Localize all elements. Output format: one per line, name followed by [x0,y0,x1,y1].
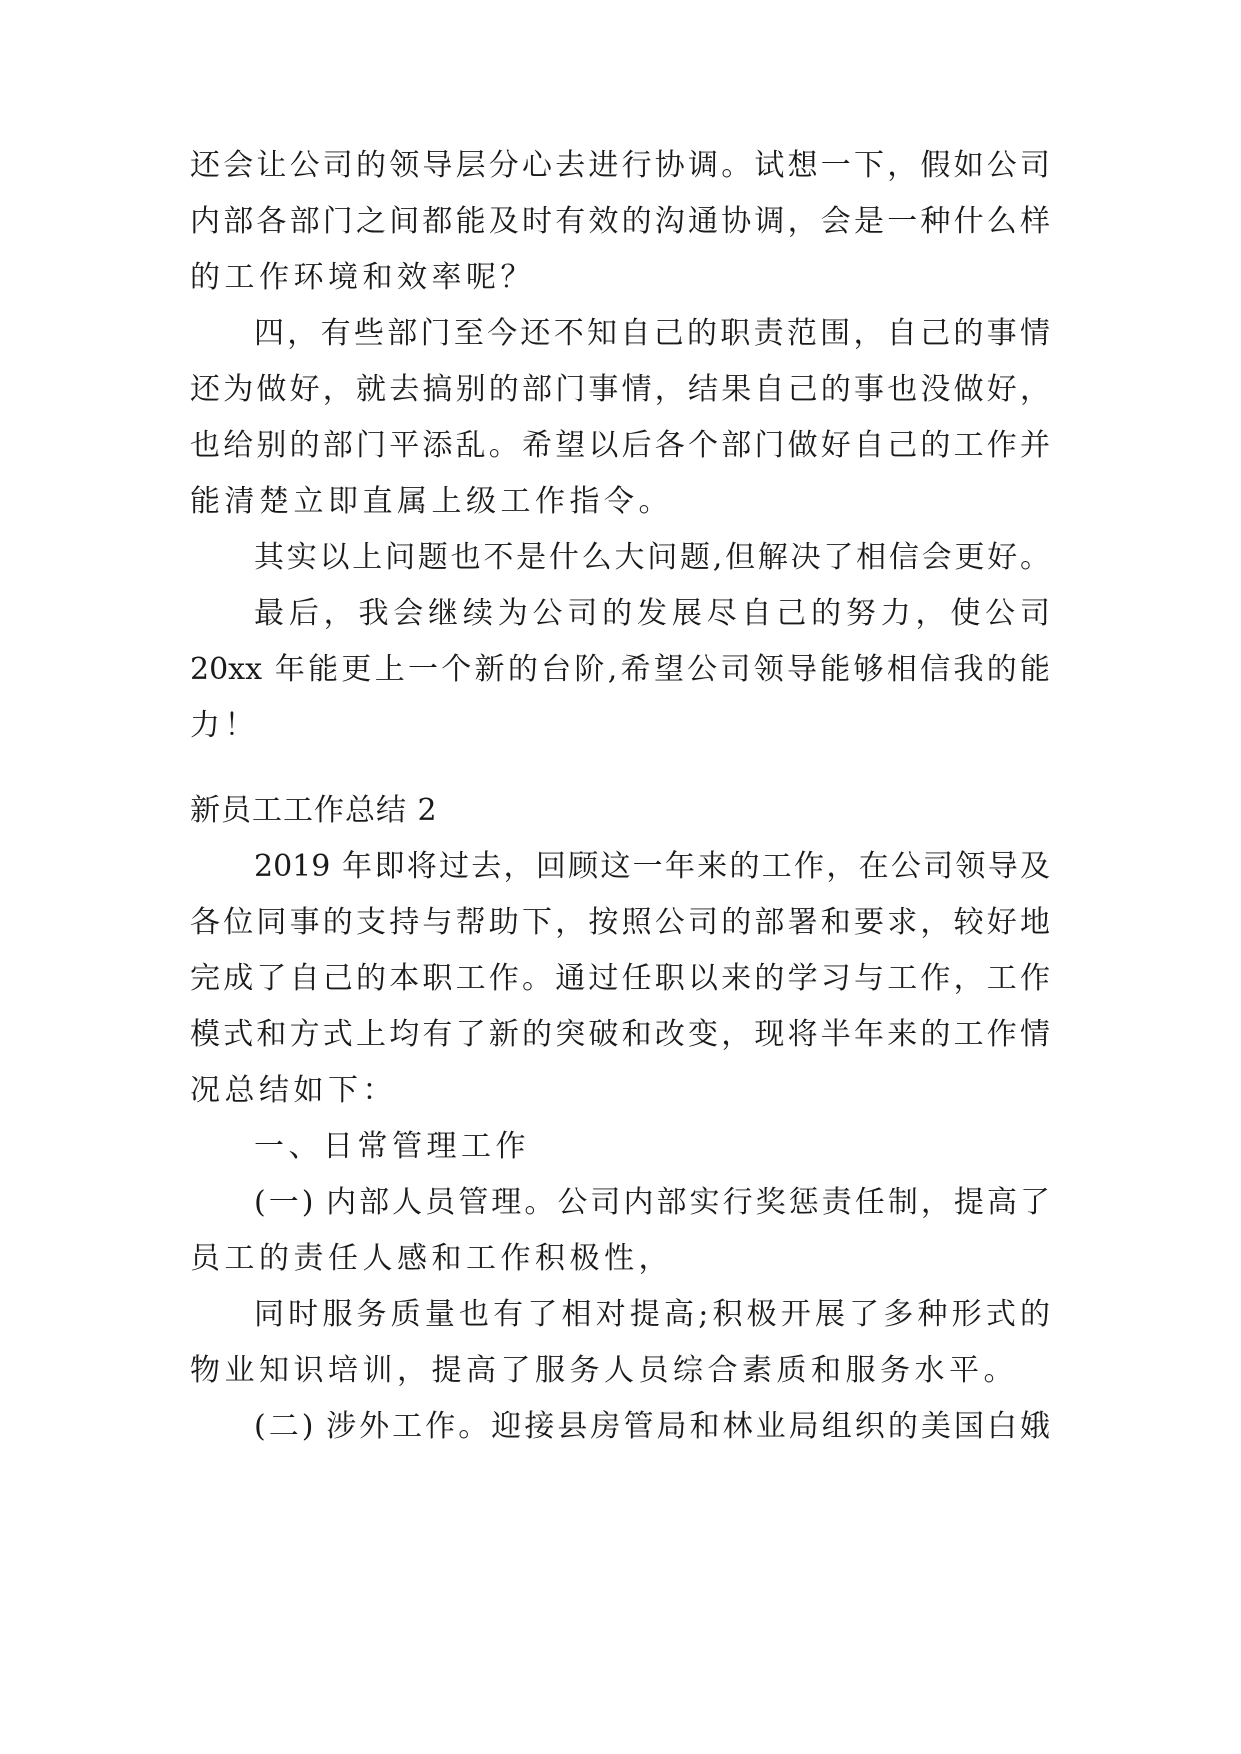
text-line: 最后，我会继续为公司的发展尽自己的努力，使公司 [254,596,1050,631]
text-line: 完成了自己的本职工作。通过任职以来的学习与工作，工作 [190,961,1050,996]
text-line: (二) 涉外工作。迎接县房管局和林业局组织的美国白娥 [254,1409,1050,1444]
text-line: 内部各部门之间都能及时有效的沟通协调，会是一种什么样 [190,204,1050,239]
text-line: 也给别的部门平添乱。希望以后各个部门做好自己的工作并 [190,428,1050,463]
text-line: 2019 年即将过去，回顾这一年来的工作，在公司领导及 [254,849,1050,884]
text-line: 模式和方式上均有了新的突破和改变，现将半年来的工作情 [190,1017,1050,1052]
text-line: 还会让公司的领导层分心去进行协调。试想一下，假如公司 [190,148,1050,183]
text-line: 还为做好，就去搞别的部门事情，结果自己的事也没做好， [190,372,1050,407]
subheading: 一、日常管理工作 [254,1129,530,1164]
text-line: 力！ [190,708,259,743]
text-line: 能清楚立即直属上级工作指令。 [190,484,673,519]
text-line: 同时服务质量也有了相对提高;积极开展了多种形式的 [254,1297,1050,1332]
text-line: 物业知识培训，提高了服务人员综合素质和服务水平。 [190,1353,1018,1388]
text-line: 各位同事的支持与帮助下，按照公司的部署和要求，较好地 [190,905,1050,940]
text-line: 员工的责任人感和工作积极性， [190,1241,673,1276]
text-line: 其实以上问题也不是什么大问题,但解决了相信会更好。 [254,540,1050,575]
text-line: 四，有些部门至今还不知自己的职责范围，自己的事情 [254,316,1050,351]
text-line: 况总结如下： [190,1073,397,1108]
text-line: (一) 内部人员管理。公司内部实行奖惩责任制，提高了 [254,1185,1050,1220]
text-line: 的工作环境和效率呢？ [190,260,535,295]
text-line: 20xx 年能更上一个新的台阶,希望公司领导能够相信我的能 [190,652,1050,687]
section-title: 新员工工作总结 2 [190,793,438,828]
